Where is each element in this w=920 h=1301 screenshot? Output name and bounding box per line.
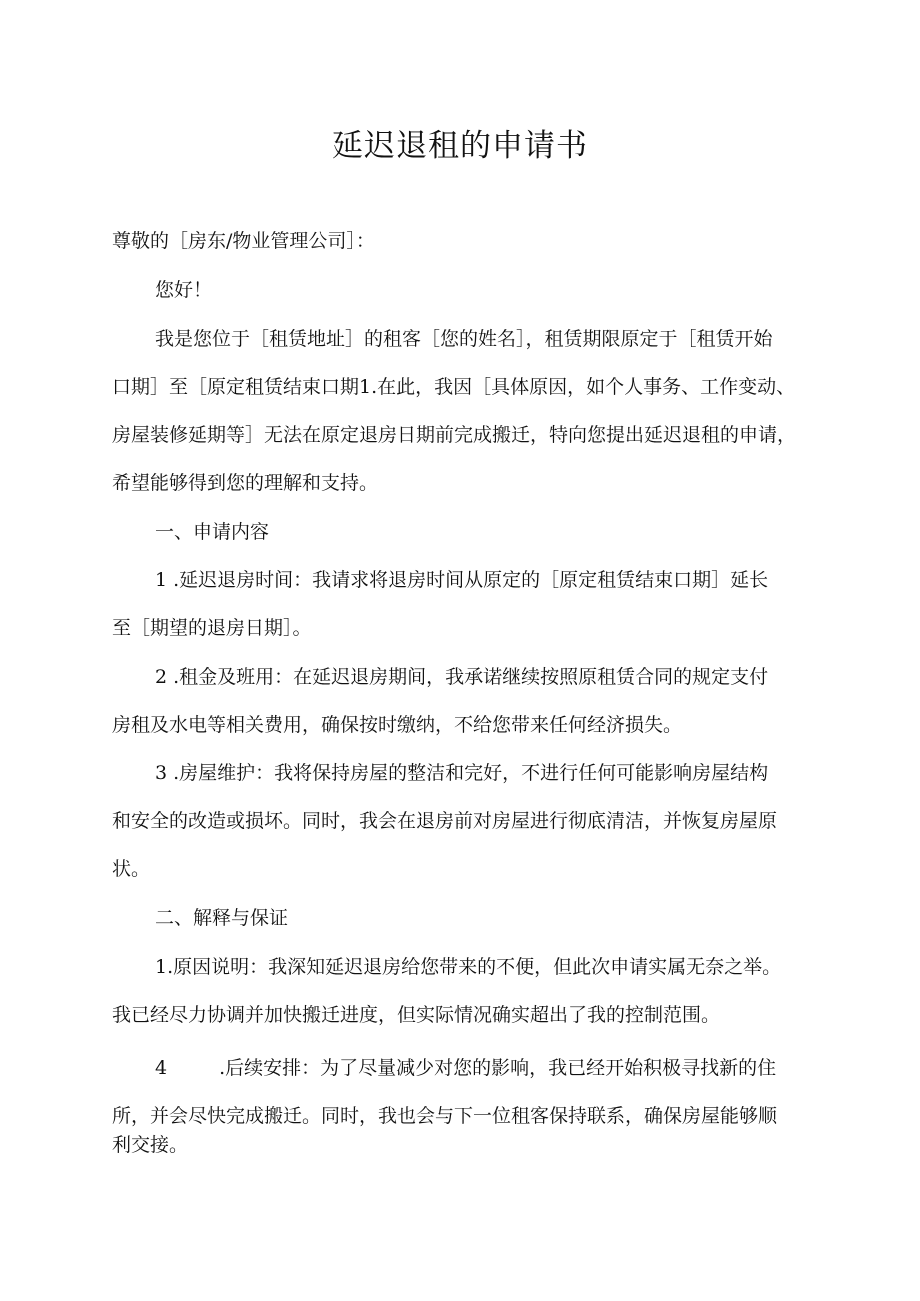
section1-item2-line: 房租及水电等相关费用，确保按时缴纳，不给您带来任何经济损失。 — [112, 714, 683, 736]
section-heading-application: 一、申请内容 — [155, 521, 270, 543]
greeting: 您好！ — [155, 279, 213, 301]
section2-item1-line: 1.原因说明：我深知延迟退房给您带来的不便，但此次申请实属无奈之举。 — [155, 956, 782, 978]
section-heading-explanation: 二、解释与保证 — [155, 907, 289, 929]
section2-item4-number: 4 — [155, 1057, 168, 1079]
section2-item4-line: 利交接。 — [112, 1134, 189, 1156]
salutation: 尊敬的［房东/物业管理公司］： — [112, 230, 375, 252]
intro-line: 口期］至［原定租赁结束口期1.在此，我因［具体原因，如个人事务、工作变动、 — [112, 376, 796, 398]
intro-line: 我是您位于［租赁地址］的租客［您的姓名］，租赁期限原定于［租赁开始 — [155, 328, 773, 350]
section1-item3-line: 状。 — [112, 858, 151, 880]
section2-item1-line: 我已经尽力协调并加快搬迁进度，但实际情况确实超出了我的控制范围。 — [112, 1004, 721, 1026]
section1-item2-line: 2 .租金及班用：在延迟退房期间，我承诺继续按照原租赁合同的规定支付 — [155, 666, 769, 688]
section1-item3-line: 3 .房屋维护：我将保持房屋的整洁和完好，不进行任何可能影响房屋结构 — [155, 762, 769, 784]
section1-item1-line: 至［期望的退房日期］。 — [112, 617, 312, 639]
intro-line: 希望能够得到您的理解和支持。 — [112, 472, 379, 494]
intro-line: 房屋装修延期等］无法在原定退房日期前完成搬迁，特向您提出延迟退租的申请， — [112, 424, 797, 446]
section2-item4-line: 所，并会尽快完成搬迁。同时，我也会与下一位租客保持联系，确保房屋能够顺 — [112, 1105, 778, 1127]
section2-item4-first-line — [155, 1054, 776, 1082]
section1-item3-line: 和安全的改造或损坏。同时，我会在退房前对房屋进行彻底清洁，并恢复房屋原 — [112, 810, 778, 832]
document-title: 延迟退租的申请书 — [332, 128, 588, 164]
section2-item4-first-text: .后续安排：为了尽量减少对您的影响，我已经开始积极寻找新的住 — [219, 1057, 777, 1079]
section1-item1-line: 1 .延迟退房时间：我请求将退房时间从原定的［原定租赁结束口期］延长 — [155, 569, 769, 591]
